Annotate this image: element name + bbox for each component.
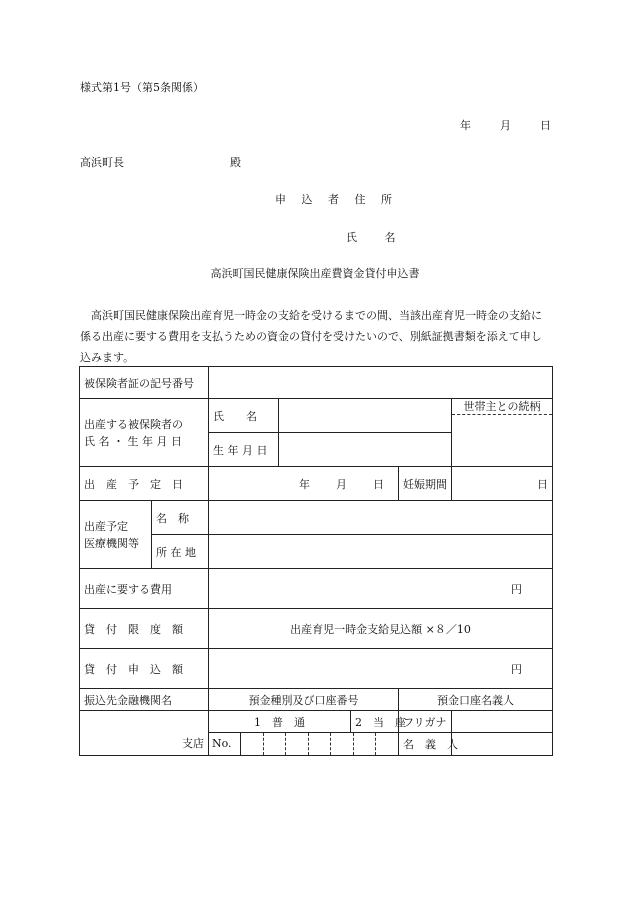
furigana-label: フリガナ — [399, 711, 452, 733]
insured-name-field[interactable] — [279, 399, 452, 433]
apply-amount-field[interactable] — [209, 649, 553, 689]
account-digit-3[interactable] — [286, 733, 309, 755]
due-date-field[interactable] — [209, 467, 399, 501]
due-year-label: 年 — [299, 477, 310, 491]
account-digit-5[interactable] — [331, 733, 354, 755]
name-label: 氏 名 — [209, 399, 279, 433]
account-digit-2[interactable] — [264, 733, 287, 755]
document-title: 高浜町国民健康保険出産費資金貸付申込書 — [210, 267, 420, 280]
holder-name-label: 名 義 人 — [399, 733, 452, 756]
account-digit-7[interactable] — [376, 733, 398, 755]
gestation-unit: 日 — [537, 477, 549, 491]
due-month-label: 月 — [336, 477, 347, 491]
due-day-label: 日 — [373, 477, 384, 491]
limit-label: 貸 付 限 度 額 — [80, 609, 209, 649]
household-relation-label: 世帯主との続柄 — [452, 399, 552, 415]
institution-label — [80, 501, 152, 569]
addressee: 高浜町長 — [80, 156, 124, 169]
holder-name-field[interactable] — [452, 733, 553, 756]
body-text: 高浜町国民健康保険出産育児一時金の支給を受けるまでの間、当該出産育児一時金の支給に係る出産に要する費用を支払うための資金の貸付を受けたいので、別紙証拠書類を添えて申し込みます。 — [80, 309, 542, 364]
application-form-table — [79, 366, 553, 756]
institution-address-field[interactable] — [209, 535, 553, 569]
apply-yen-unit: 円 — [511, 662, 523, 676]
institution-name-label: 名 称 — [152, 501, 209, 535]
cost-yen-unit: 円 — [511, 582, 523, 596]
limit-value: 出産育児一時金支給見込額 ×８／10 — [209, 609, 553, 649]
insured-number-label: 被保険者証の記号番号 — [80, 367, 209, 399]
bank-label: 振込先金融機関名 — [80, 689, 209, 711]
date-year-label: 年 — [460, 119, 471, 132]
gestation-field[interactable] — [452, 467, 553, 501]
applicant-address-label: 申 込 者 住 所 — [275, 193, 398, 206]
cost-field[interactable] — [209, 569, 553, 609]
account-no-label: No. — [209, 733, 241, 755]
insured-person-label — [80, 399, 209, 467]
due-date-label: 出 産 予 定 日 — [80, 467, 209, 501]
insured-number-field[interactable] — [209, 367, 553, 399]
institution-address-label: 所 在 地 — [152, 535, 209, 569]
account-type-label: 預金種別及び口座番号 — [209, 689, 399, 711]
gestation-label: 妊娠期間 — [399, 467, 452, 501]
account-number-field[interactable] — [209, 733, 399, 756]
account-current-option[interactable]: 2 当 座 — [351, 711, 399, 733]
institution-label-line2: 医療機関等 — [84, 536, 139, 550]
institution-name-field[interactable] — [209, 501, 553, 535]
birth-label: 生 年 月 日 — [209, 433, 279, 467]
branch-label: 支店 — [182, 737, 204, 750]
furigana-field[interactable] — [452, 711, 553, 733]
insured-person-label-line2: 氏 名 ・ 生 年 月 日 — [84, 434, 182, 448]
account-digit-6[interactable] — [354, 733, 377, 755]
account-holder-label: 預金口座名義人 — [399, 689, 553, 711]
applicant-name-label: 氏 名 — [346, 231, 408, 244]
birth-date-field[interactable] — [279, 433, 452, 467]
form-number: 様式第1号（第5条関係） — [80, 81, 204, 94]
honorific: 殿 — [230, 156, 241, 169]
institution-label-line1: 出産予定 — [84, 519, 128, 533]
insured-person-label-line1: 出産する被保険者の — [84, 417, 183, 431]
date-day-label: 日 — [540, 119, 551, 132]
household-relation-cell[interactable] — [452, 399, 553, 467]
cost-label: 出産に要する費用 — [80, 569, 209, 609]
account-digit-4[interactable] — [309, 733, 332, 755]
bank-name-field[interactable] — [80, 711, 209, 756]
date-month-label: 月 — [500, 119, 511, 132]
account-digit-1[interactable] — [241, 733, 264, 755]
account-ordinary-option[interactable]: 1 普 通 — [209, 711, 351, 733]
apply-amount-label: 貸 付 申 込 額 — [80, 649, 209, 689]
